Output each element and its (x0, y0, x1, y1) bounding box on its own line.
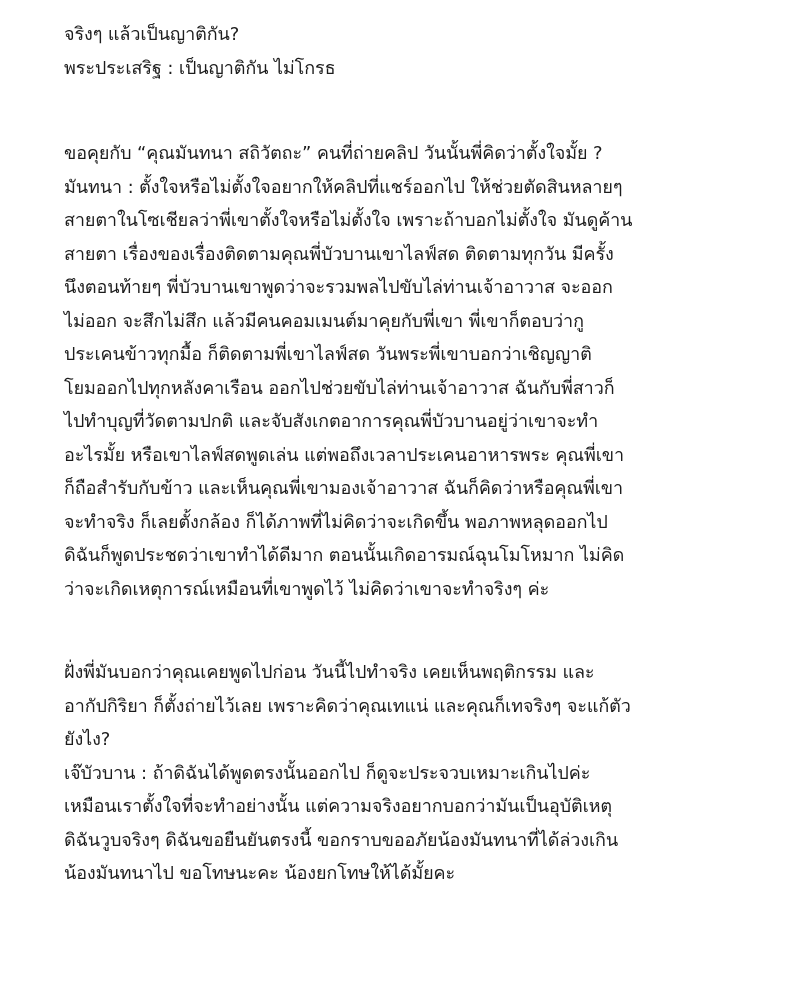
text-line: นึงตอนท้ายๆ พี่บัวบานเขาพูดว่าจะรวมพลไปขับไล่ท่านเจ้าอาวาส จะออก (64, 277, 613, 298)
text-line: โยมออกไปทุกหลังคาเรือน ออกไปช่วยขับไล่ท่านเจ้าอาวาส ฉันกับพี่สาวก็ (64, 377, 615, 399)
text-line: ดิฉันวูบจริงๆ ดิฉันขอยืนยันตรงนี้ ขอกราบขออภัยน้องมันทนาที่ได้ล่วงเกิน (64, 829, 619, 851)
text-line: ดิฉันก็พูดประชดว่าเขาทำได้ดีมาก ตอนนั้นเกิดอารมณ์ฉุนโมโหมาก ไม่คิด (64, 545, 625, 566)
paragraph-interview-mantana (64, 137, 784, 606)
article-body (64, 18, 784, 891)
text-line: สายตา เรื่องของเรื่องติดตามคุณพี่บัวบานเขาไลฟ์สด ติดตามทุกวัน มีครั้ง (64, 243, 614, 265)
text-line: ว่าจะเกิดเหตุการณ์เหมือนที่เขาพูดไว้ ไม่คิดว่าเขาจะทำจริงๆ ค่ะ (64, 578, 550, 600)
text-line: ไม่ออก จะสึกไม่สึก แล้วมีคนคอมเมนต์มาคุยกับพี่เขา พี่เขาก็ตอบว่ากู (64, 310, 584, 332)
text-line: เจ๊บัวบาน : ถ้าดิฉันได้พูดตรงนั้นออกไป ก็ดูจะประจวบเหมาะเกินไปค่ะ (64, 762, 591, 784)
text-line: ประเคนข้าวทุกมื้อ ก็ติดตามพี่เขาไลฟ์สด วันพระพี่เขาบอกว่าเชิญญาติ (64, 344, 592, 365)
paragraph-spacer (64, 85, 784, 137)
text-line: พระประเสริฐ : เป็นญาติกัน ไม่โกรธ (64, 57, 336, 79)
text-line: อากัปกิริยา ก็ตั้งถ่ายไว้เลย เพราะคิดว่าคุณเทแน่ และคุณก็เทจริงๆ จะแก้ตัว (64, 695, 631, 717)
text-line: ก็ถือสำรับกับข้าว และเห็นคุณพี่เขามองเจ้าอาวาส ฉันก็คิดว่าหรือคุณพี่เขา (64, 478, 623, 499)
text-line: อะไรมั้ย หรือเขาไลฟ์สดพูดเล่น แต่พอถึงเวลาประเคนอาหารพระ คุณพี่เขา (64, 444, 624, 466)
text-line: สายตาในโซเชียลว่าพี่เขาตั้งใจหรือไม่ตั้งใจ เพราะถ้าบอกไม่ตั้งใจ มันดูค้าน (64, 210, 633, 231)
text-line: จะทำจริง ก็เลยตั้งกล้อง ก็ได้ภาพที่ไม่คิดว่าจะเกิดขึ้น พอภาพหลุดออกไป (64, 511, 608, 533)
text-line: ขอคุยกับ “คุณมันทนา สถิวัตถะ” คนที่ถ่ายคลิป วันนั้นพี่คิดว่าตั้งใจมั้ย ? (64, 143, 603, 164)
text-line: ยังไง? (64, 729, 111, 750)
text-line: มันทนา : ตั้งใจหรือไม่ตั้งใจอยากให้คลิปที่แชร์ออกไป ให้ช่วยตัดสินหลายๆ (64, 176, 623, 198)
text-line: จริงๆ แล้วเป็นญาติกัน? (64, 24, 240, 45)
paragraph-interview-buaban (64, 656, 784, 891)
paragraph-spacer (64, 606, 784, 656)
paragraph-relatives (64, 18, 784, 85)
text-line: ฝั่งพี่มันบอกว่าคุณเคยพูดไปก่อน วันนี้ไปทำจริง เคยเห็นพฤติกรรม และ (64, 662, 595, 683)
text-line: ไปทำบุญที่วัดตามปกติ และจับสังเกตอาการคุณพี่บัวบานอยู่ว่าเขาจะทำ (64, 411, 599, 432)
text-line: เหมือนเราตั้งใจที่จะทำอย่างนั้น แต่ความจริงอยากบอกว่ามันเป็นอุบัติเหตุ (64, 796, 612, 817)
text-line: น้องมันทนาไป ขอโทษนะคะ น้องยกโทษให้ได้มั้ยคะ (64, 863, 456, 884)
